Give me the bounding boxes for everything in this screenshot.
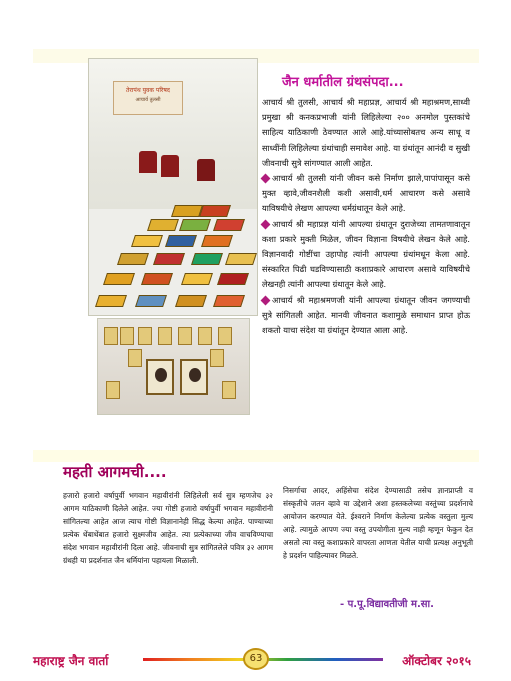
book xyxy=(198,327,212,345)
section-band xyxy=(33,450,479,462)
section-left-text: हजारो हजारो वर्षापुर्वी भगवान महावीरांनी लिहिलेली सर्व सुत्र म्हणजेच ३२ आगम याठिकाणी दिलेले आहेत. ज्या गोष्टी हजारो वर्षापुर्वी भगवान महावीरांनी सांगितल्या आहेत आज त्याच गोष्टी विज्ञानानेही सिद्ध केल्या आहेत. पाण्याच्या प्रत्येक थेंबाथेंबात हजारो सुक्ष्मजीव आहेत. त्या प्रत्येकाच्या जीव वाचविण्याचा संदेश भगवान महावीरांनी दिला आहे. जीवनाची सुत्र सांगितलेले पवित्र ३२ आगम ग्रंथही या प्रदर्शनात जैन धर्मियांना पहायला मिळाली. xyxy=(63,491,273,565)
bullet-icon xyxy=(261,295,271,305)
article-paragraph: आचार्य श्री महाश्रमणजी यांनी आपल्या ग्रंथातून जीवन जगण्याची सुत्रे सांगितली आहेत. मानवी जीवनात कशामुळे समाधान प्राप्त होऊ शकतो याचा संदेश या ग्रंथांतून देण्यात आला आहे. xyxy=(262,294,470,336)
book xyxy=(131,235,163,247)
article-body xyxy=(262,95,470,338)
issue-date: ऑक्टोबर २०१५ xyxy=(402,654,471,668)
article-paragraph-wrap xyxy=(262,171,470,217)
bullet-icon xyxy=(261,174,271,184)
article-paragraph-wrap xyxy=(262,293,470,339)
book xyxy=(225,253,257,265)
page-number: 63 xyxy=(243,648,269,670)
book xyxy=(171,205,203,217)
article-paragraph: आचार्य श्री तुलसी, आचार्य श्री महाप्रज्ञ, आचार्य श्री महाश्रमण,साध्वी प्रमुखा श्री कनकप्रभाजी यांनी लिहिलेल्या २०० अनमोल पुस्तकांचे साहित्य याठिकाणी ठेवण्यात आले आहे.यांच्यासोबतच अन्य साधू व साध्वींनी लिहिलेल्या ग्रंथांचाही समावेश आहे. या ग्रंथांतून आनंदी व सुखी जीवनाची सुत्रे सांगण्यात आली आहेत. xyxy=(262,97,470,168)
book xyxy=(135,295,167,307)
book xyxy=(181,273,213,285)
book xyxy=(106,381,120,399)
book xyxy=(201,235,233,247)
book xyxy=(199,205,231,217)
portrait-image xyxy=(180,359,208,395)
photo-banner-title: तेरापंथ युवक परिषद xyxy=(126,87,170,94)
book xyxy=(158,327,172,345)
article-paragraph-wrap xyxy=(262,217,470,293)
books-photo xyxy=(97,318,250,415)
book xyxy=(138,327,152,345)
book xyxy=(210,349,224,367)
book xyxy=(218,327,232,345)
book xyxy=(147,219,179,231)
book xyxy=(217,273,249,285)
exhibition-photo xyxy=(88,58,258,316)
article-title: जैन धर्मातील ग्रंथसंपदा... xyxy=(282,75,404,90)
book xyxy=(213,219,245,231)
book xyxy=(165,235,197,247)
book xyxy=(178,327,192,345)
portrait-image xyxy=(146,359,174,395)
chair xyxy=(197,159,215,181)
article-paragraph: आचार्य श्री महाप्रज्ञ यांनी आपल्या ग्रंथातून दुराजेच्या तामतणावातून कशा प्रकारे मुक्ती मिळेल, जीवन विज्ञाना विषयीचे लेखन केले आहे. विज्ञानवादी गोष्टींचा उहापोह त्यांनी आपल्या ग्रंथांमधून केला आहे. संस्कारित पिढी घडविण्यासाठी कशाप्रकारे आचारण असावे याविषयीचे लेखनही त्यांनी आपल्या ग्रंथातून केले आहे. xyxy=(262,218,470,290)
book xyxy=(128,349,142,367)
section-right-text: निसर्गाचा आदर, अहिंसेचा संदेश देण्यासाठी तसेच ज्ञानप्राप्ती व संस्कृतीचे जतन व्हावे या उद्देशाने अशा हस्तकलेच्या वस्तुंच्या प्रदर्शनाचे आयोजन करण्यात येते. ईश्वराने निर्माण केलेल्या प्रत्येक वस्तुला मुल्य आहे. त्यामुळे आपण ज्या वस्तु उपयोगीता मुल्य नाही म्हणून फेकुन देत असतो त्या वस्तु कशाप्रकारे वापरता आणता येतील याची प्रत्यक्ष अनुभूती हे प्रदर्शन पाहिल्यावर मिळते. xyxy=(283,486,473,560)
photo-banner-subtitle: आचार्य तुलसी xyxy=(135,97,161,103)
book xyxy=(179,219,211,231)
author-signature: - प.पू.विद्यावतीजी म.सा. xyxy=(340,599,434,610)
book xyxy=(175,295,207,307)
book xyxy=(191,253,223,265)
photo-banner xyxy=(113,81,183,115)
book xyxy=(141,273,173,285)
chair xyxy=(139,151,157,173)
book xyxy=(153,253,185,265)
book xyxy=(104,327,118,345)
book xyxy=(222,381,236,399)
article-paragraph: आचार्य श्री तुलसी यांनी जीवन कसे निर्माण झाले,पापांपासून कसे मुक्त व्हावे,जीवनशैली कशी असावी,धर्म आचारण कसे असावे याविषयीचे लेखण आपल्या धर्मग्रंथातून केले आहे. xyxy=(262,173,470,214)
page-footer xyxy=(33,648,479,670)
book xyxy=(120,327,134,345)
book xyxy=(103,273,135,285)
bullet-icon xyxy=(261,219,271,229)
section-title: महती आगमची.... xyxy=(63,463,167,481)
book xyxy=(95,295,127,307)
book xyxy=(117,253,149,265)
magazine-name: महाराष्ट्र जैन वार्ता xyxy=(33,654,109,668)
book xyxy=(213,295,245,307)
chair xyxy=(161,155,179,177)
